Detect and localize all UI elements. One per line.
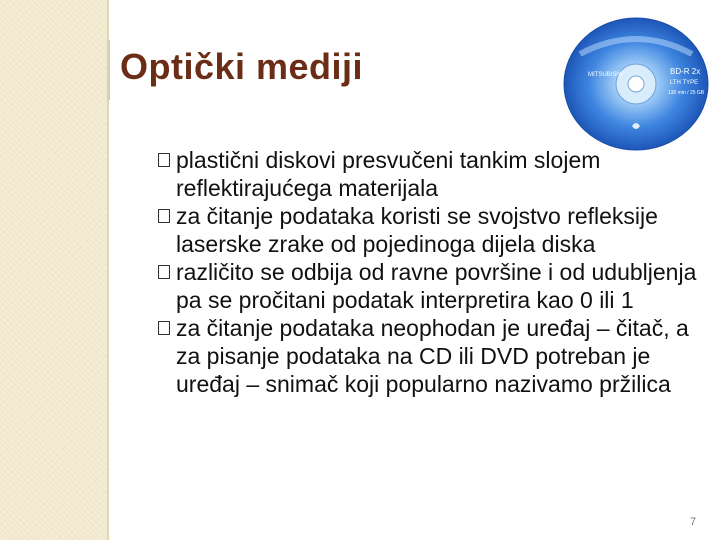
- disc-brand-text: MITSUBISHI: [588, 72, 623, 78]
- bullet-item: [158, 146, 698, 202]
- bullet-text: za čitanje podataka koristi se svojstvo refleksije laserske zrake od pojedinoga dijela diska: [176, 203, 658, 257]
- bullet-item: [158, 202, 698, 258]
- bullet-text: različito se odbija od ravne površine i od udubljenja pa se pročitani podatak interpretira kao 0 ili 1: [176, 259, 697, 313]
- bullet-marker-icon: [158, 265, 170, 279]
- title-accent-bar: [107, 40, 110, 100]
- bullet-text: plastični diskovi presvučeni tankim slojem reflektirajućega materijala: [176, 147, 601, 201]
- disc-format-text: BD-R 2x: [670, 67, 701, 76]
- slide-title: Optički mediji: [120, 46, 364, 87]
- bullet-marker-icon: [158, 209, 170, 223]
- bullet-marker-icon: [158, 321, 170, 335]
- bullet-item: [158, 314, 698, 398]
- disc-type-text: LTH TYPE: [670, 80, 699, 86]
- bullet-marker-icon: [158, 153, 170, 167]
- decorative-side-strip: [0, 0, 107, 540]
- blu-ray-disc-icon: [560, 14, 712, 154]
- bullet-list: [158, 146, 698, 398]
- bullet-item: [158, 258, 698, 314]
- page-number: 7: [690, 516, 697, 528]
- bullet-text: za čitanje podataka neophodan je uređaj – čitač, a za pisanje podataka na CD ili DVD potreban je uređaj – snimač koji popularno nazivamo pržilica: [176, 315, 689, 397]
- disc-capacity-text: 130 min / 25 GB: [668, 90, 705, 96]
